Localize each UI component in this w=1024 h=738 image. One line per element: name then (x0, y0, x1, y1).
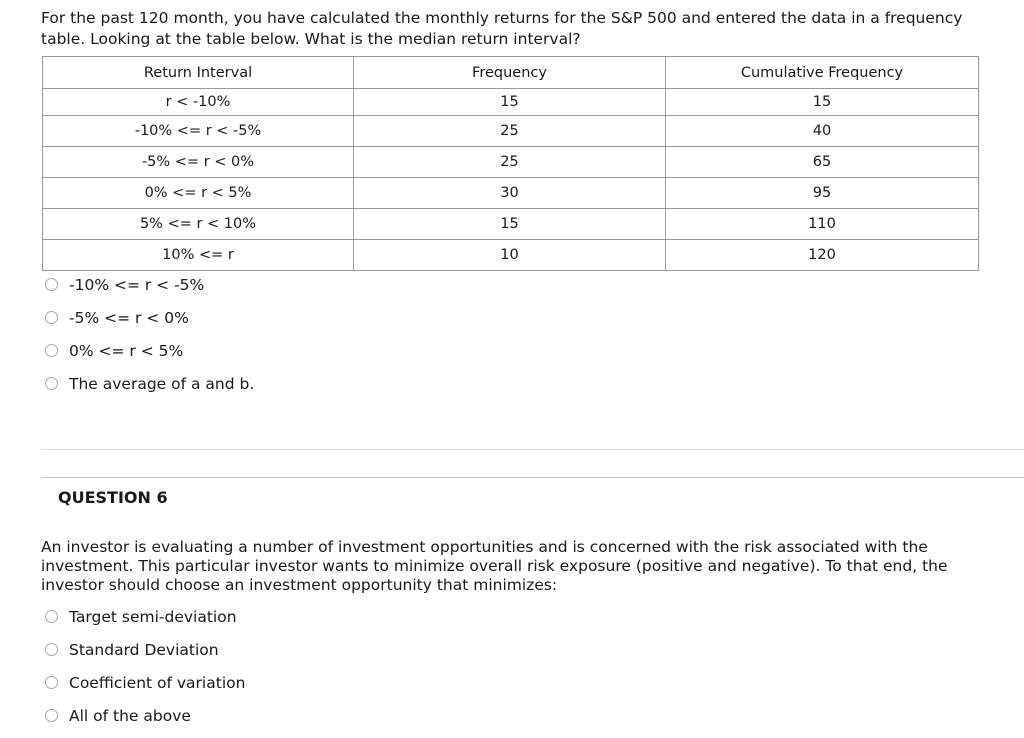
question-divider (41, 477, 1024, 478)
cell-frequency: 25 (354, 147, 666, 178)
radio-button[interactable] (45, 676, 58, 689)
option-label: The average of a and b. (69, 374, 255, 393)
header-cumulative-frequency: Cumulative Frequency (666, 57, 979, 89)
cell-cumulative-frequency: 40 (666, 116, 979, 147)
radio-button[interactable] (45, 278, 58, 291)
option-label: Standard Deviation (69, 640, 219, 659)
table-row (43, 116, 979, 147)
cell-cumulative-frequency: 95 (666, 178, 979, 209)
answer-option-c[interactable] (45, 334, 254, 367)
section-divider (41, 449, 1024, 450)
answer-option-a[interactable] (45, 268, 254, 301)
cell-frequency: 25 (354, 116, 666, 147)
cell-frequency: 15 (354, 209, 666, 240)
option-label: 0% <= r < 5% (69, 341, 184, 360)
cell-return-interval: -10% <= r < -5% (43, 116, 354, 147)
answer-option-d[interactable] (45, 699, 245, 732)
cell-cumulative-frequency: 120 (666, 240, 979, 271)
option-label: -5% <= r < 0% (69, 308, 189, 327)
table-row (43, 240, 979, 271)
cell-return-interval: -5% <= r < 0% (43, 147, 354, 178)
radio-button[interactable] (45, 643, 58, 656)
answer-option-d[interactable] (45, 367, 254, 400)
question-5-prompt: For the past 120 month, you have calculated the monthly returns for the S&P 500 and entered the data in a frequency table. Looking at the table below. What is the median return interval? (41, 9, 963, 48)
radio-button[interactable] (45, 344, 58, 357)
cell-cumulative-frequency: 65 (666, 147, 979, 178)
table-row (43, 209, 979, 240)
cell-return-interval: 5% <= r < 10% (43, 209, 354, 240)
option-label: All of the above (69, 706, 191, 725)
radio-button[interactable] (45, 377, 58, 390)
question-6-options (45, 600, 245, 732)
radio-button[interactable] (45, 709, 58, 722)
table-row (43, 147, 979, 178)
question-5-options (45, 268, 254, 400)
frequency-table (42, 56, 979, 271)
cell-return-interval: r < -10% (43, 89, 354, 116)
answer-option-c[interactable] (45, 666, 245, 699)
cell-cumulative-frequency: 15 (666, 89, 979, 116)
table-row (43, 89, 979, 116)
cell-frequency: 15 (354, 89, 666, 116)
radio-button[interactable] (45, 311, 58, 324)
option-label: Target semi-deviation (69, 607, 237, 626)
cell-frequency: 10 (354, 240, 666, 271)
radio-button[interactable] (45, 610, 58, 623)
cell-frequency: 30 (354, 178, 666, 209)
table-row (43, 178, 979, 209)
table-header-row (43, 57, 979, 89)
answer-option-b[interactable] (45, 633, 245, 666)
header-return-interval: Return Interval (43, 57, 354, 89)
cell-return-interval: 0% <= r < 5% (43, 178, 354, 209)
question-6-prompt: An investor is evaluating a number of investment opportunities and is concerned with the risk associated with the investment. This particular investor wants to minimize overall risk exposure (positive and negative). To that end, the investor should choose an investment opportunity that minimizes: (41, 538, 948, 594)
cell-cumulative-frequency: 110 (666, 209, 979, 240)
answer-option-a[interactable] (45, 600, 245, 633)
answer-option-b[interactable] (45, 301, 254, 334)
cell-return-interval: 10% <= r (43, 240, 354, 271)
header-frequency: Frequency (354, 57, 666, 89)
option-label: -10% <= r < -5% (69, 275, 205, 294)
question-6-heading: QUESTION 6 (58, 488, 168, 507)
option-label: Coefficient of variation (69, 673, 246, 692)
